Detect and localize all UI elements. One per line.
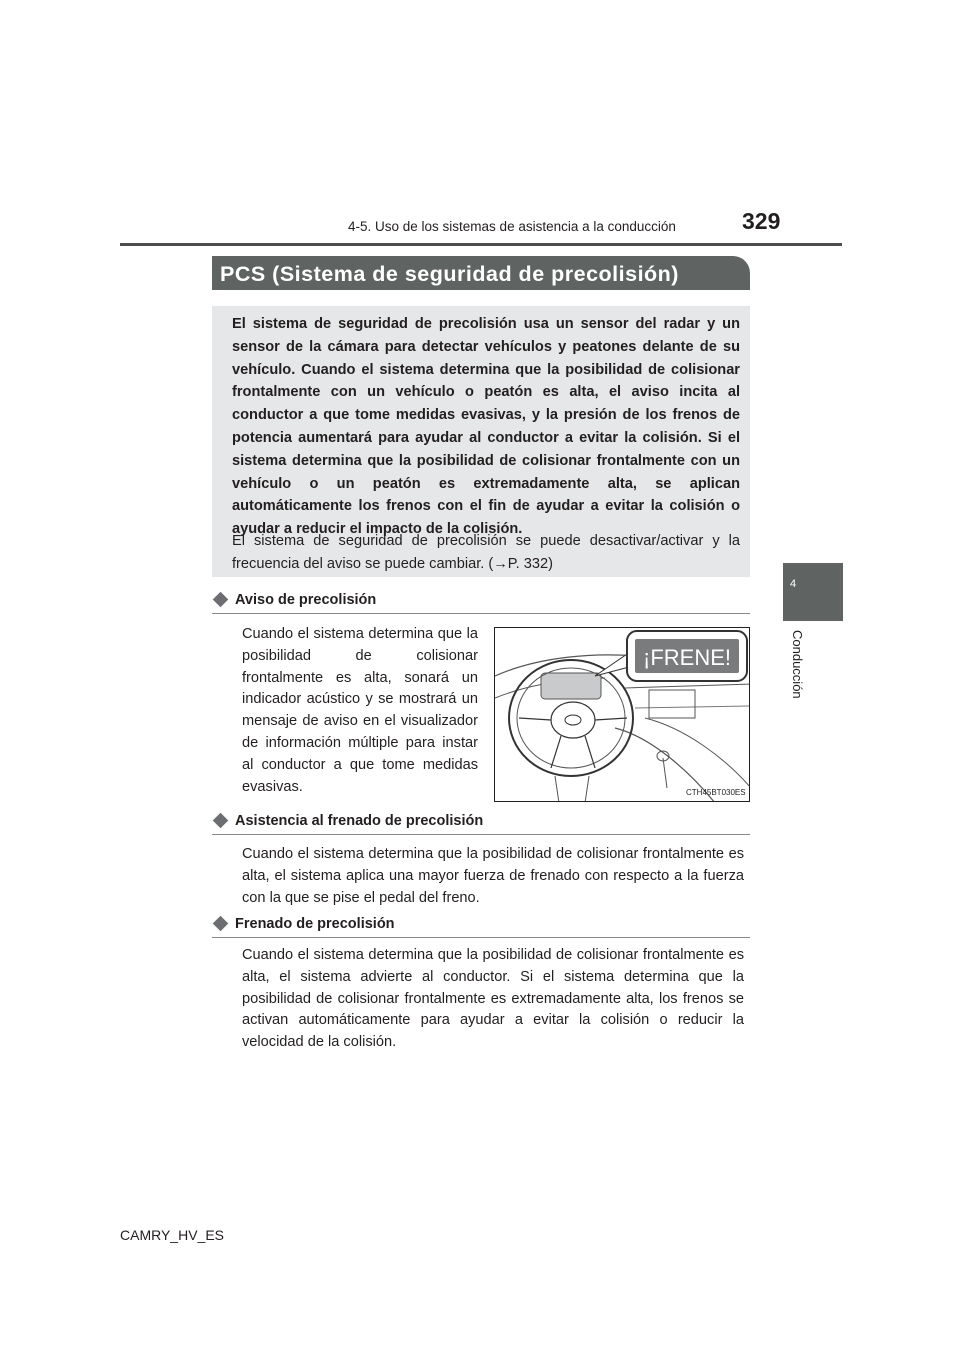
intro-note: El sistema de seguridad de precolisión se puede desactivar/activar y la frecuencia del aviso se puede cambiar. (→P. 332) (232, 533, 740, 572)
dashboard-illustration (494, 627, 750, 802)
subsection-text-frenado: Cuando el sistema determina que la posibilidad de colisionar frontalmente es alta, el sistema advierte al conductor. Si el sistema determina que la posibilidad de colisionar frontalmente es extremadamente alta, los frenos se activan automáticamente para ayudar a evitar la colisión o reducir la velocidad de la colisión. (242, 947, 744, 1051)
subsection-heading-label: Frenado de precolisión (235, 916, 395, 932)
page-number: 329 (742, 208, 781, 234)
footer-model-code: CAMRY_HV_ES (120, 1227, 225, 1243)
subsection-heading-asistencia (212, 813, 483, 829)
steering-wheel-illustration (495, 628, 750, 802)
section-title: PCS (Sistema de seguridad de precolisión) (220, 262, 679, 286)
subsection-heading-label: Aviso de precolisión (235, 592, 377, 608)
subsection-rule (212, 834, 750, 835)
subsection-rule (212, 613, 750, 614)
subsection-rule (212, 937, 750, 938)
subsection-text-asistencia: Cuando el sistema determina que la posibilidad de colisionar frontalmente es alta, el sistema aplica una mayor fuerza de frenado con respecto a la fuerza con la que se pise el pedal del freno. (242, 846, 744, 906)
diamond-bullet-icon (213, 916, 229, 932)
subsection-text-aviso: Cuando el sistema determina que la posibilidad de colisionar frontalmente es alta, sonará un indicador acústico y se mostrará un mensaje de aviso en el visualizador de información múltiple para instar al conductor a que tome medidas evasivas. (242, 626, 478, 795)
diamond-bullet-icon (213, 592, 229, 608)
subsection-heading-aviso (212, 592, 376, 608)
intro-description: El sistema de seguridad de precolisión usa un sensor del radar y un sensor de la cámara para detectar vehículos y peatones delante de su vehículo. Cuando el sistema determina que la posibilidad de colisionar frontalmente con un vehículo o peatón es alta, el aviso incita al conductor a que tome medidas evasivas, y la presión de los frenos de potencia aumentará para ayudar al conductor a evitar la colisión. Si el sistema determina que la posibilidad de colisionar frontalmente con un vehículo o un peatón es extremadamente alta, se aplican automáticamente los frenos con el fin de ayudar a evitar la colisión o ayudar a reducir el impacto de la colisión. (232, 316, 740, 538)
chapter-tab-number: 4 (789, 578, 797, 590)
diamond-bullet-icon (213, 813, 229, 829)
header-rule (120, 243, 842, 246)
subsection-heading-label: Asistencia al frenado de precolisión (235, 813, 484, 829)
illustration-code: CTH45BT030ES (686, 788, 746, 797)
header-section-title: 4-5. Uso de los sistemas de asistencia a la conducción (348, 219, 676, 234)
chapter-tab-label: Conducción (790, 630, 805, 699)
callout-text: ¡FRENE! (643, 645, 731, 670)
subsection-heading-frenado (212, 916, 395, 932)
chapter-tab (783, 563, 843, 621)
